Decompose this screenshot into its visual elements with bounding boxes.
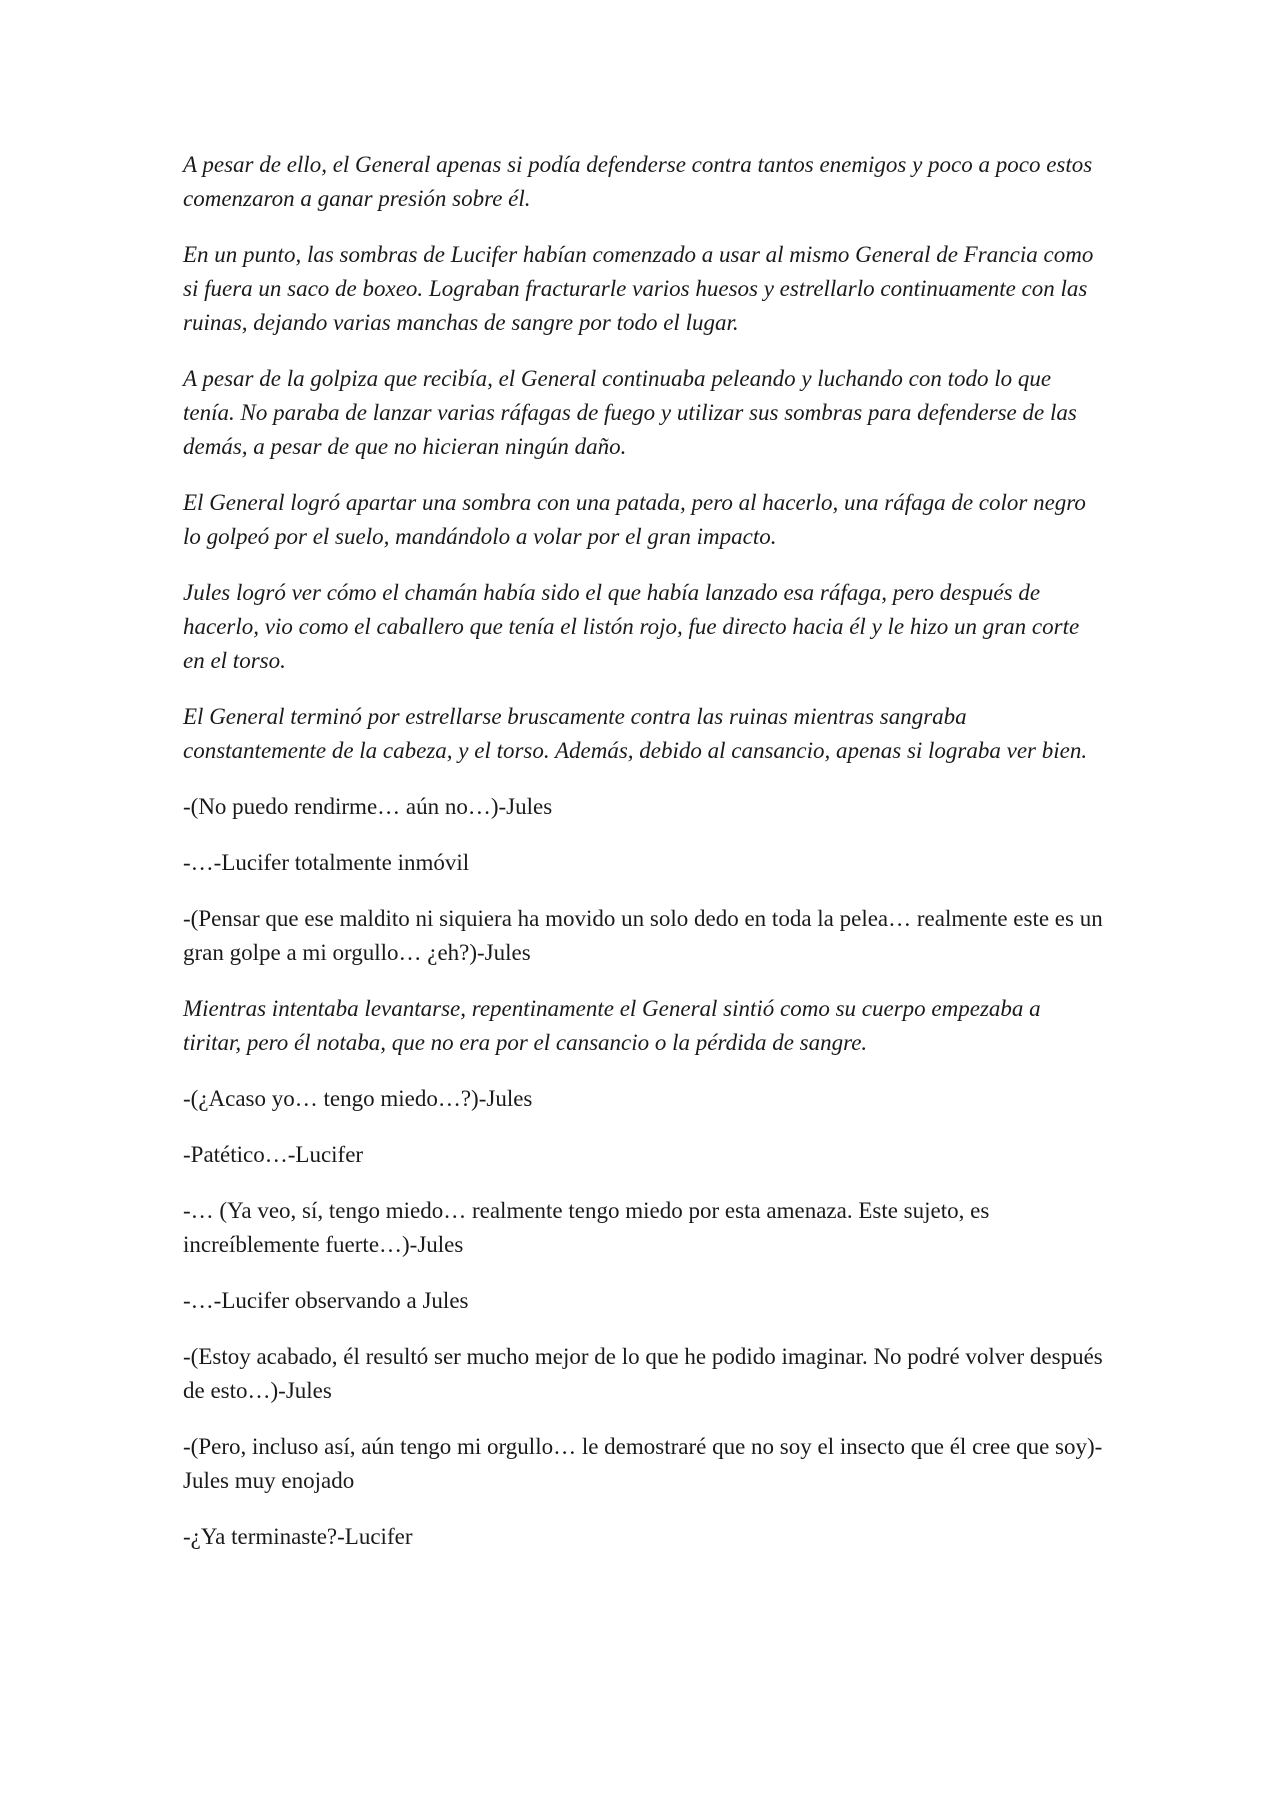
paragraph-dialogue: -…-Lucifer observando a Jules xyxy=(183,1288,469,1313)
paragraph-dialogue: -(Pero, incluso así, aún tengo mi orgullo… le demostraré que no soy el insecto que él cree que soy)-Jules muy enojado xyxy=(183,1434,1103,1493)
paragraph-narration: El General terminó por estrellarse bruscamente contra las ruinas mientras sangraba constantemente de la cabeza, y el torso. Además, debido al cansancio, apenas si lograba ver bien. xyxy=(183,704,1088,763)
paragraph-dialogue: -(Estoy acabado, él resultó ser mucho mejor de lo que he podido imaginar. No podré volver después de esto…)-Jules xyxy=(183,1344,1103,1403)
paragraph-dialogue: -Patético…-Lucifer xyxy=(183,1142,364,1167)
paragraph-narration: Mientras intentaba levantarse, repentinamente el General sintió como su cuerpo empezaba a tiritar, pero él notaba, que no era por el cansancio o la pérdida de sangre. xyxy=(183,996,1041,1055)
paragraph-narration: A pesar de la golpiza que recibía, el General continuaba peleando y luchando con todo lo que tenía. No paraba de lanzar varias ráfagas de fuego y utilizar sus sombras para defenderse de las demás, a pesar de que no hicieran ningún daño. xyxy=(183,366,1077,459)
paragraph-narration: En un punto, las sombras de Lucifer habían comenzado a usar al mismo General de Francia como si fuera un saco de boxeo. Lograban fracturarle varios huesos y estrellarlo continuamente con las ruinas, dejando varias manchas de sangre por todo el lugar. xyxy=(183,242,1094,335)
paragraph-narration: El General logró apartar una sombra con una patada, pero al hacerlo, una ráfaga de color negro lo golpeó por el suelo, mandándolo a volar por el gran impacto. xyxy=(183,490,1086,549)
paragraph-dialogue: -…-Lucifer totalmente inmóvil xyxy=(183,850,470,875)
paragraph-dialogue: -¿Ya terminaste?-Lucifer xyxy=(183,1524,413,1549)
paragraph-dialogue: -… (Ya veo, sí, tengo miedo… realmente tengo miedo por esta amenaza. Este sujeto, es increíblemente fuerte…)-Jules xyxy=(183,1198,990,1257)
document-body xyxy=(183,148,1103,1576)
paragraph-dialogue: -(No puedo rendirme… aún no…)-Jules xyxy=(183,794,553,819)
paragraph-narration: Jules logró ver cómo el chamán había sido el que había lanzado esa ráfaga, pero después de hacerlo, vio como el caballero que tenía el listón rojo, fue directo hacia él y le hizo un gran corte en el torso. xyxy=(183,580,1080,673)
paragraph-narration: A pesar de ello, el General apenas si podía defenderse contra tantos enemigos y poco a poco estos comenzaron a ganar presión sobre él. xyxy=(183,152,1093,211)
paragraph-dialogue: -(Pensar que ese maldito ni siquiera ha movido un solo dedo en toda la pelea… realmente este es un gran golpe a mi orgullo… ¿eh?)-Jules xyxy=(183,906,1103,965)
paragraph-dialogue: -(¿Acaso yo… tengo miedo…?)-Jules xyxy=(183,1086,533,1111)
